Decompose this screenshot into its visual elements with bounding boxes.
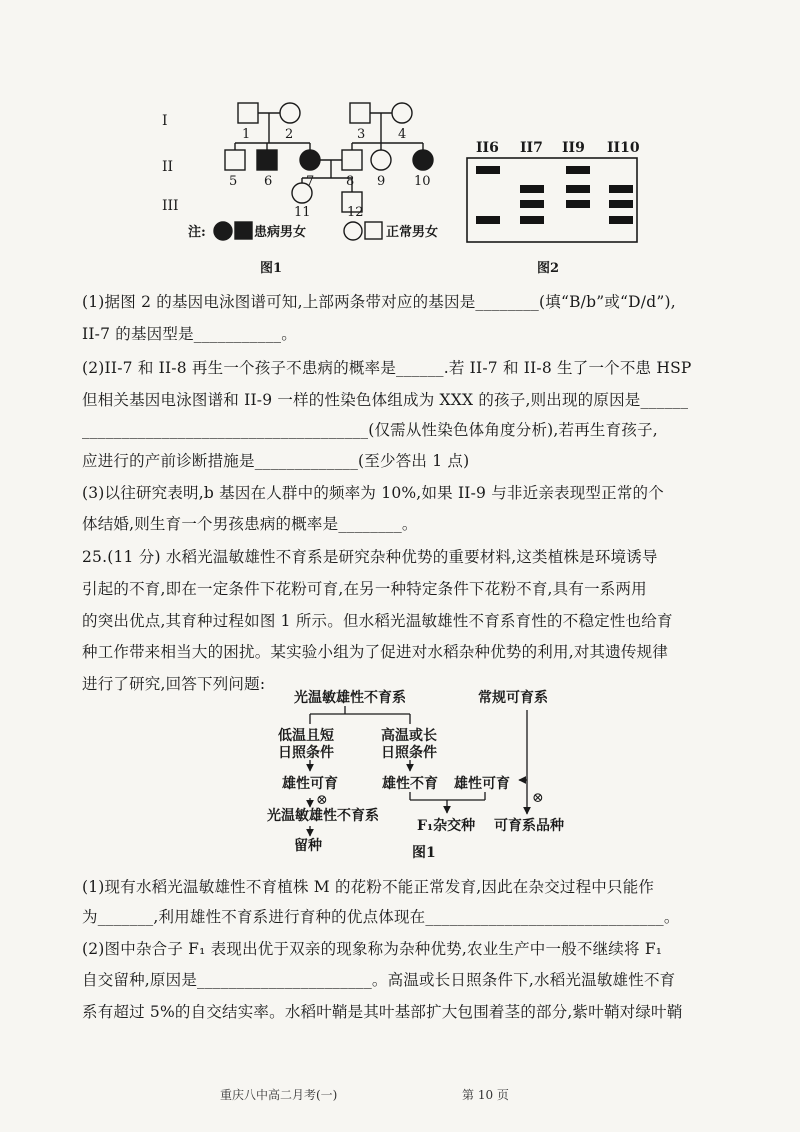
gel-band <box>520 185 544 193</box>
id-label: 4 <box>398 127 407 142</box>
id-label: 3 <box>357 127 366 142</box>
gel-band <box>609 185 633 193</box>
figure2-caption: 图2 <box>537 261 560 276</box>
flow-node-again: 光温敏雄性不育系 <box>267 808 379 824</box>
q24-line: (2)II-7 和 II-8 再生一个孩子不患病的概率是______.若 II-7 和 II-8 生了一个不患 HSP <box>82 359 692 377</box>
q24-line: 但相关基因电泳图谱和 II-9 一样的性染色体组成为 XXX 的孩子,则出现的原因是______ <box>82 391 689 409</box>
q24-line: ____________________________________(仅需从性染色体角度分析),若再生育孩子, <box>82 421 658 439</box>
gel-band <box>476 216 500 224</box>
self-cross-icon: ⊗ <box>316 792 328 808</box>
id-label: 6 <box>264 174 273 189</box>
flow-node-low: 低温且短 <box>278 728 334 744</box>
q24-line: II-7 的基因型是___________。 <box>82 325 297 343</box>
figure1-caption: 图1 <box>260 261 283 276</box>
q24-line: 应进行的产前诊断措施是_____________(至少答出 1 点) <box>82 452 470 470</box>
q25-sub-line: (1)现有水稻光温敏雄性不育植株 M 的花粉不能正常发育,因此在杂交过程中只能作 <box>82 878 655 896</box>
legend-affected-label: 患病男女 <box>254 225 307 240</box>
q24-line: 体结婚,则生育一个男孩患病的概率是________。 <box>82 515 418 533</box>
flow-node-low: 日照条件 <box>278 745 334 761</box>
id-label: 9 <box>377 174 386 189</box>
id-label: 11 <box>294 205 311 220</box>
id-label: 5 <box>229 174 238 189</box>
id-label: 10 <box>414 174 431 189</box>
gel-band <box>609 216 633 224</box>
id-label: 12 <box>347 205 364 220</box>
gel-band <box>520 200 544 208</box>
q25-sub-line: 系有超过 5%的自交结实率。水稻叶鞘是其叶基部扩大包围着茎的部分,紫叶鞘对绿叶鞘 <box>82 1003 683 1021</box>
flow-node-variety: 可育系品种 <box>494 818 564 834</box>
gel-band <box>566 166 590 174</box>
flow-node-high: 高温或长 <box>381 728 437 744</box>
breeding-flowchart <box>0 680 800 870</box>
legend-normal-label: 正常男女 <box>386 225 439 240</box>
lane-label: II9 <box>562 140 585 156</box>
q25-sub-line: 自交留种,原因是______________________。高温或长日照条件下,水稻光温敏雄性不育 <box>82 971 676 989</box>
id-label: 2 <box>285 127 294 142</box>
q25-line: 引起的不育,即在一定条件下花粉可育,在另一种特定条件下花粉不育,具有一系两用 <box>82 580 647 598</box>
q25-line: 的突出优点,其育种过程如图 1 所示。但水稻光温敏雄性不育系育性的不稳定性也给育 <box>82 612 673 630</box>
lane-label: II10 <box>607 140 640 156</box>
q25-sub-line: 为_______,利用雄性不育系进行育种的优点体现在______________________________。 <box>82 908 680 926</box>
self-cross-icon: ⊗ <box>532 790 544 806</box>
flow-node-fertile: 雄性可育 <box>282 776 338 792</box>
lane-label: II7 <box>520 140 543 156</box>
q25-line: 25.(11 分) 水稻光温敏雄性不育系是研究杂种优势的重要材料,这类植株是环境诱导 <box>82 548 658 566</box>
flow-node-high: 日照条件 <box>381 745 437 761</box>
gel-band <box>520 216 544 224</box>
generation-label-III: III <box>162 198 179 214</box>
q24-line: (1)据图 2 的基因电泳图谱可知,上部两条带对应的基因是________(填“B/b”或“D/d”), <box>82 293 676 311</box>
flow-node-f1: F₁杂交种 <box>417 818 476 834</box>
q25-line: 种工作带来相当大的困扰。某实验小组为了促进对水稻杂种优势的利用,对其遗传规律 <box>82 643 669 661</box>
flow-node-fertile2: 雄性可育 <box>454 776 510 792</box>
legend-note: 注: <box>188 225 206 240</box>
id-label: 7 <box>306 174 315 189</box>
lane-label: II6 <box>476 140 499 156</box>
id-label: 1 <box>242 127 251 142</box>
generation-label-II: II <box>162 159 174 175</box>
q25-sub-line: (2)图中杂合子 F₁ 表现出优于双亲的现象称为杂种优势,农业生产中一般不继续将 F₁ <box>82 940 663 958</box>
id-label: 8 <box>346 174 355 189</box>
footer-school: 重庆八中高二月考(一) <box>220 1088 338 1102</box>
gel-band <box>609 200 633 208</box>
electrophoresis-figure <box>0 0 800 290</box>
gel-band <box>566 200 590 208</box>
flow-node-sterile: 雄性不育 <box>382 776 438 792</box>
generation-label-I: I <box>162 113 168 129</box>
flowchart-caption: 图1 <box>412 845 436 861</box>
flow-node-top: 光温敏雄性不育系 <box>294 690 406 706</box>
flow-node-regular: 常规可育系 <box>478 690 548 706</box>
q24-line: (3)以往研究表明,b 基因在人群中的频率为 10%,如果 II-9 与非近亲表现型正常的个 <box>82 484 664 502</box>
footer-page-number: 第 10 页 <box>462 1088 509 1102</box>
flow-node-keep: 留种 <box>294 838 322 854</box>
q25-line: 进行了研究,回答下列问题: <box>82 675 266 693</box>
gel-band <box>566 185 590 193</box>
gel-band <box>476 166 500 174</box>
